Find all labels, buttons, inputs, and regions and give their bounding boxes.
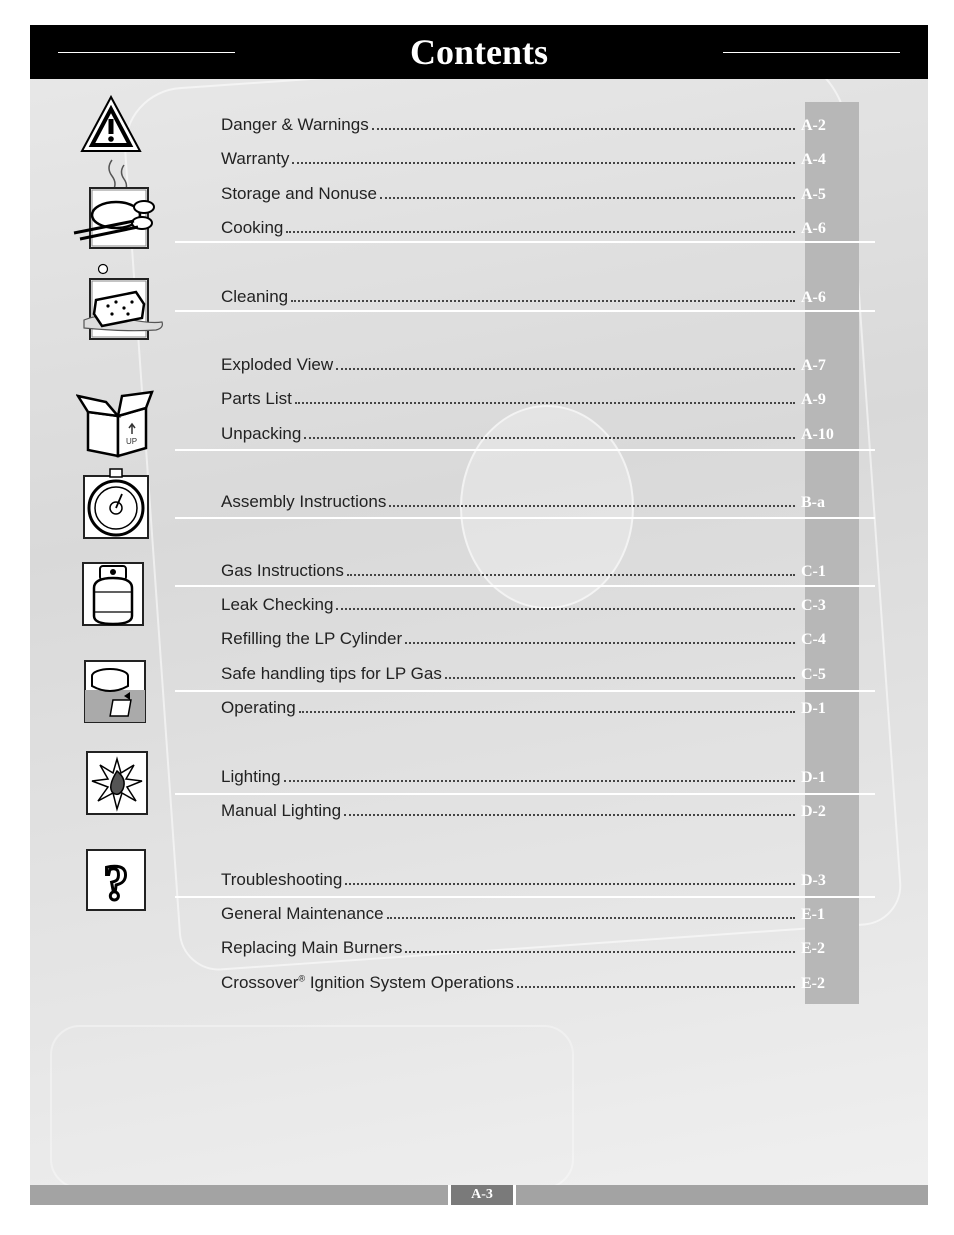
toc-entry[interactable]: Assembly Instructions B-a — [221, 488, 851, 512]
toc-page-ref: E-1 — [801, 906, 825, 923]
page-title: Contents — [409, 32, 548, 72]
toc-entry[interactable]: Unpacking A-10 — [221, 420, 851, 444]
toc-page-ref: B-a — [801, 494, 825, 511]
toc-page-ref: D-2 — [801, 803, 826, 820]
header-rule-right — [723, 52, 900, 53]
header-rule-left — [58, 52, 235, 53]
page-footer — [30, 1185, 928, 1205]
toc-entry[interactable]: Safe handling tips for LP Gas C-5 — [221, 660, 851, 684]
toc-page-ref: A-4 — [801, 151, 826, 168]
toc-entry[interactable]: Lighting D-1 — [221, 763, 851, 787]
toc-entry[interactable]: Cooking A-6 — [221, 214, 851, 238]
toc-entry[interactable]: Danger & Warnings A-2 — [221, 111, 851, 135]
toc-page-ref: C-1 — [801, 563, 826, 580]
toc-entry[interactable]: Troubleshooting D-3 — [221, 866, 851, 890]
cleaning-sponge-icon — [80, 262, 165, 344]
toc-page-ref: A-7 — [801, 357, 826, 374]
warning-triangle-icon — [80, 95, 142, 155]
section-divider — [175, 517, 875, 519]
toc-page-ref: A-5 — [801, 186, 826, 203]
lp-cylinder-icon — [82, 562, 144, 628]
toc-entry[interactable]: General Maintenance E-1 — [221, 900, 851, 924]
toc-page-ref: E-2 — [801, 975, 825, 992]
section-divider — [175, 793, 875, 795]
section-divider — [175, 585, 875, 587]
toc-entry[interactable]: Warranty A-4 — [221, 145, 851, 169]
toc-entry[interactable]: Leak Checking C-3 — [221, 591, 851, 615]
section-divider — [175, 241, 875, 243]
toc-entry[interactable]: Gas Instructions C-1 — [221, 557, 851, 581]
toc-page-ref: D-1 — [801, 769, 826, 786]
toc-page-ref: D-3 — [801, 872, 826, 889]
toc-entry[interactable]: Refilling the LP Cylinder C-4 — [221, 625, 851, 649]
section-divider — [175, 310, 875, 312]
flame-spark-icon — [86, 751, 148, 817]
toc-entry[interactable]: Exploded View A-7 — [221, 351, 851, 375]
section-divider — [175, 690, 875, 692]
background-grill-vent — [50, 1025, 574, 1189]
toc-entry[interactable]: Cleaning A-6 — [221, 283, 851, 307]
toc-page-ref: A-10 — [801, 426, 834, 443]
toc-page-ref: A-9 — [801, 391, 826, 408]
svg-text:?: ? — [103, 854, 129, 910]
toc-page-ref: C-4 — [801, 631, 826, 648]
toc-page-ref: C-5 — [801, 666, 826, 683]
toc-entry[interactable]: Operating D-1 — [221, 694, 851, 718]
stopwatch-icon — [82, 468, 150, 540]
toc-page-ref: A-6 — [801, 220, 826, 237]
toc-page-ref: C-3 — [801, 597, 826, 614]
toc-entry[interactable]: Replacing Main Burners E-2 — [221, 934, 851, 958]
toc-page-ref: D-1 — [801, 700, 826, 717]
question-mark-icon — [86, 849, 146, 911]
page-number: A-3 — [448, 1185, 516, 1205]
cooking-turkey-icon — [72, 155, 162, 250]
page-header — [30, 25, 928, 79]
svg-text:UP: UP — [126, 437, 138, 446]
box-up-icon — [76, 390, 158, 458]
toc-entry[interactable]: Parts List A-9 — [221, 385, 851, 409]
toc-entry[interactable]: Manual Lighting D-2 — [221, 797, 851, 821]
section-divider — [175, 449, 875, 451]
toc-entry[interactable]: Storage and Nonuse A-5 — [221, 180, 851, 204]
valve-knob-icon — [84, 660, 146, 724]
toc-entry[interactable]: Crossover® Ignition System Operations E-2 — [221, 969, 851, 993]
toc-page-ref: E-2 — [801, 940, 825, 957]
section-divider — [175, 896, 875, 898]
toc-page-ref: A-2 — [801, 117, 826, 134]
toc-page-ref: A-6 — [801, 289, 826, 306]
